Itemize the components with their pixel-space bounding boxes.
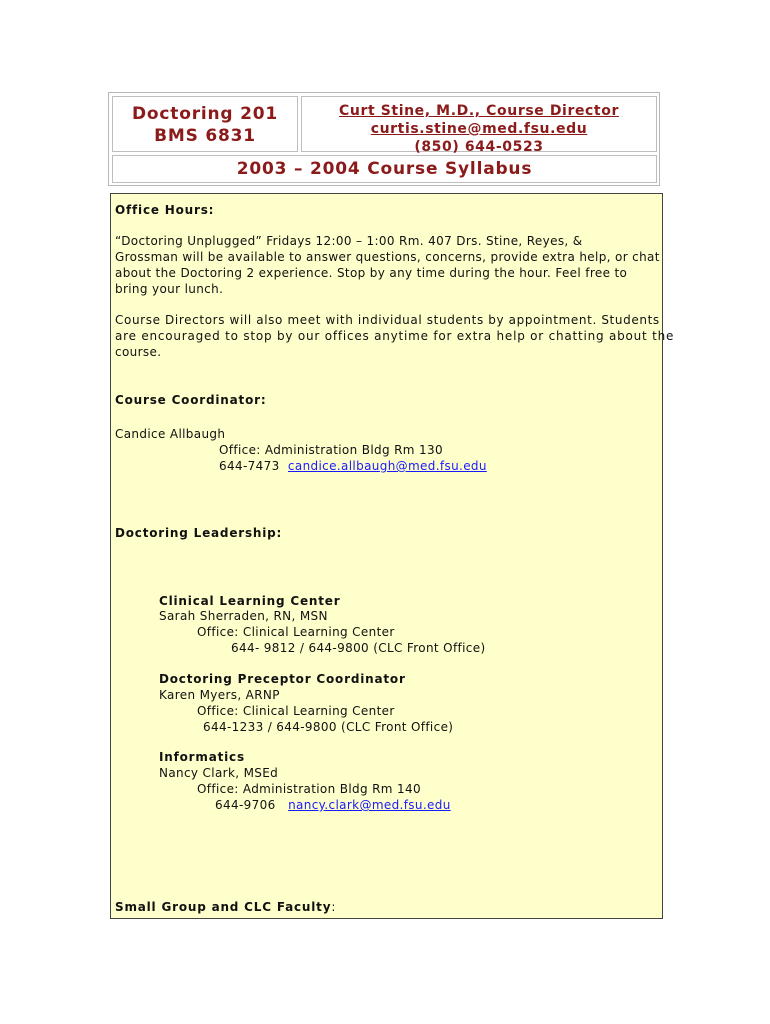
director-name: Curt Stine, M.D., Course Director <box>339 103 619 119</box>
preceptor-phone: 644-1233 / 644-9800 (CLC Front Office) <box>203 720 454 734</box>
clc-office: Office: Clinical Learning Center <box>197 625 395 639</box>
office-hours-heading: Office Hours: <box>115 203 215 217</box>
course-name: Doctoring 201 <box>132 104 278 124</box>
syllabus-header-table <box>108 92 660 186</box>
preceptor-title: Doctoring Preceptor Coordinator <box>159 672 406 686</box>
coordinator-heading: Course Coordinator: <box>115 393 267 407</box>
leadership-heading: Doctoring Leadership: <box>115 526 283 540</box>
coordinator-email-link[interactable]: candice.allbaugh@med.fsu.edu <box>287 459 487 473</box>
preceptor-name: Karen Myers, ARNP <box>159 688 280 702</box>
coordinator-office: Office: Administration Bldg Rm 130 <box>219 443 443 457</box>
clc-name: Sarah Sherraden, RN, MSN <box>159 609 328 623</box>
faculty-heading <box>115 899 336 915</box>
syllabus-content-box <box>110 193 675 919</box>
office-hours-para2-line3: course. <box>115 345 162 359</box>
clc-phone: 644- 9812 / 644-9800 (CLC Front Office) <box>231 641 486 655</box>
faculty-heading-text: Small Group and CLC Faculty <box>115 900 332 914</box>
office-hours-para2-line1: Course Directors will also meet with individual students by appointment. Students <box>115 313 660 327</box>
informatics-email-link[interactable]: nancy.clark@med.fsu.edu <box>288 798 451 812</box>
preceptor-office: Office: Clinical Learning Center <box>197 704 395 718</box>
informatics-name: Nancy Clark, MSEd <box>159 766 279 780</box>
coordinator-contact <box>219 458 487 474</box>
director-email-link[interactable]: curtis.stine@med.fsu.edu <box>370 121 588 137</box>
syllabus-title: 2003 – 2004 Course Syllabus <box>112 155 657 183</box>
course-director-cell <box>301 96 657 155</box>
course-number: BMS 6831 <box>154 126 256 146</box>
coordinator-phone: 644-7473 <box>219 459 280 473</box>
informatics-title: Informatics <box>159 750 245 764</box>
informatics-contact <box>215 797 451 813</box>
office-hours-para1-line4: bring your lunch. <box>115 282 224 296</box>
office-hours-para1-line1: “Doctoring Unplugged” Fridays 12:00 – 1:00 Rm. 407 Drs. Stine, Reyes, & <box>115 234 583 248</box>
office-hours-para1-line3: about the Doctoring 2 experience. Stop by any time during the hour. Feel free to <box>115 266 628 280</box>
office-hours-para1-line2: Grossman will be available to answer questions, concerns, provide extra help, or chat <box>115 250 660 264</box>
faculty-heading-colon: : <box>331 900 336 914</box>
course-code-cell <box>112 96 298 152</box>
clc-title: Clinical Learning Center <box>159 594 341 608</box>
informatics-office: Office: Administration Bldg Rm 140 <box>197 782 421 796</box>
office-hours-para2-line2: are encouraged to stop by our offices anytime for extra help or chatting about the <box>115 329 675 343</box>
informatics-phone: 644-9706 <box>215 798 276 812</box>
coordinator-name: Candice Allbaugh <box>115 427 226 441</box>
director-phone: (850) 644-0523 <box>414 139 544 155</box>
